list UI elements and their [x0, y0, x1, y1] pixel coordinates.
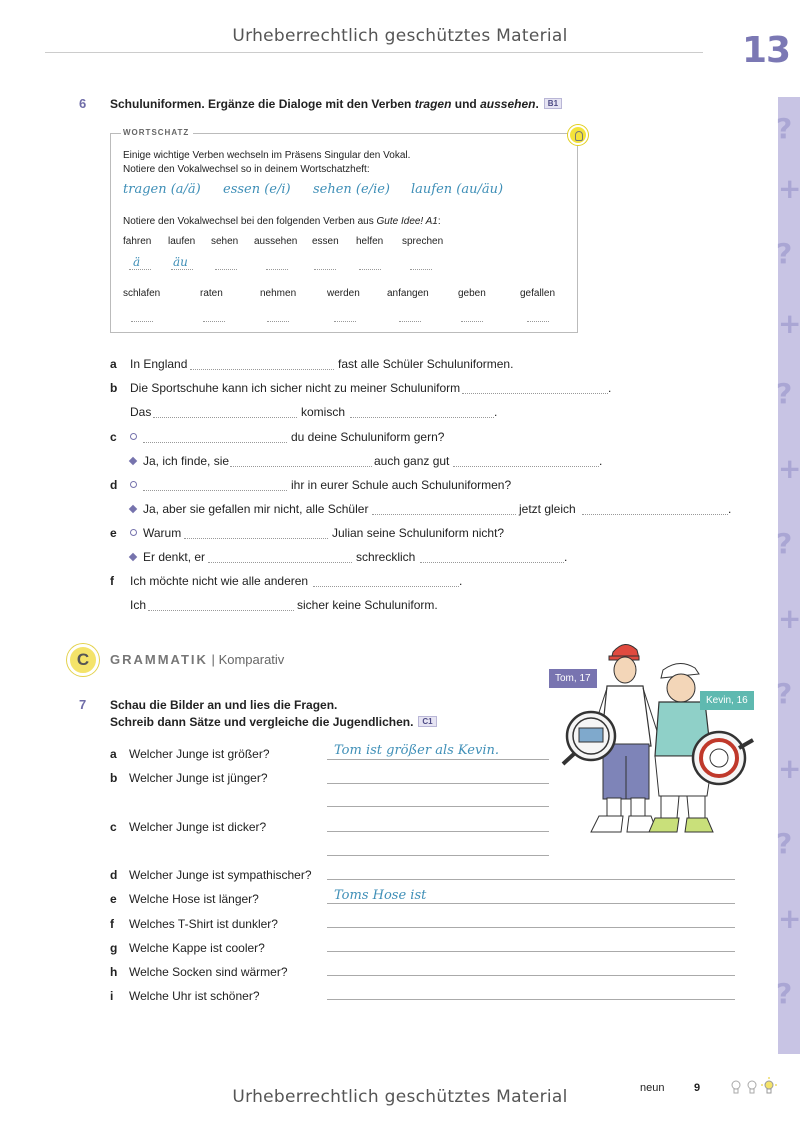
instruction-text: Schreib dann Sätze und vergleiche die Jugendlichen. — [110, 715, 414, 729]
q-letter-d: d — [110, 868, 118, 882]
answer-line-g[interactable] — [327, 951, 735, 952]
q-text-a: Welcher Junge ist größer? — [129, 747, 270, 761]
question-mark-icon: ? — [776, 112, 793, 145]
vocab-line-2: Notiere den Vokalwechsel so in deinem Wortschatzheft: — [123, 164, 370, 175]
answer-line-c-1[interactable] — [327, 831, 549, 832]
verb-werden: werden — [327, 288, 360, 299]
blank-essen[interactable] — [314, 269, 336, 270]
q-letter-h: h — [110, 965, 118, 979]
q-text-b: Welcher Junge ist jünger? — [129, 771, 268, 785]
book-title: Gute Idee! A1 — [376, 216, 438, 227]
verb-tragen: tragen — [414, 97, 452, 111]
verb-sehen: sehen — [211, 236, 239, 247]
item-b-text-4: komisch — [301, 405, 346, 419]
verb-raten: raten — [200, 288, 223, 299]
q-letter-f: f — [110, 917, 114, 931]
answer-line-b-1[interactable] — [327, 783, 549, 784]
blank-nehmen[interactable] — [267, 321, 289, 322]
plus-icon: + — [778, 307, 801, 340]
question-mark-icon: ? — [776, 377, 793, 410]
question-mark-icon: ? — [776, 827, 793, 860]
level-badge: C1 — [418, 716, 436, 727]
answer-line-e[interactable] — [327, 903, 735, 904]
speaker-diamond-icon — [129, 457, 137, 465]
speaker-diamond-icon — [129, 553, 137, 561]
item-letter-b: b — [110, 381, 118, 395]
dialog-circle-c — [130, 430, 141, 444]
item-d-text-1: ihr in eurer Schule auch Schuluniformen? — [291, 478, 512, 492]
dialog-diamond-d — [130, 502, 141, 516]
answer-line-h[interactable] — [327, 975, 735, 976]
speaker-circle-icon — [130, 529, 137, 536]
boys-illustration — [555, 636, 760, 844]
plus-icon: + — [778, 172, 801, 205]
answer-line-b-2[interactable] — [327, 806, 549, 807]
blank-sehen[interactable] — [215, 269, 237, 270]
blank-schlafen[interactable] — [131, 321, 153, 322]
title-text: Schuluniformen. Ergänze die Dialoge mit den Verben — [110, 97, 415, 111]
blank-c-1[interactable] — [143, 442, 287, 443]
dialog-diamond-c — [130, 454, 141, 468]
verb-aussehen: aussehen — [254, 236, 298, 247]
item-b-text-2: . — [608, 381, 612, 395]
item-d-text-4: . — [728, 502, 732, 516]
blank-a-1[interactable] — [190, 369, 334, 370]
blank-werden[interactable] — [334, 321, 356, 322]
blank-gefallen[interactable] — [527, 321, 549, 322]
answer-line-i[interactable] — [327, 999, 735, 1000]
q-answer-e: Toms Hose ist — [334, 888, 427, 903]
vocab-line-1: Einige wichtige Verben wechseln im Präsens Singular den Vokal. — [123, 150, 411, 161]
speaker-diamond-icon — [129, 505, 137, 513]
vocab-example-3: sehen (e/ie) — [313, 182, 391, 197]
answer-fahren: ä — [133, 255, 141, 269]
blank-b-2[interactable] — [153, 417, 297, 418]
section-heading — [110, 652, 284, 667]
item-b-text-5: . — [494, 405, 498, 419]
q-letter-g: g — [110, 941, 118, 955]
blank-c-2[interactable] — [230, 466, 372, 467]
verb-aussehen: aussehen — [480, 97, 536, 111]
item-b-text-1: Die Sportschuhe kann ich sicher nicht zu meiner Schuluniform — [130, 381, 461, 395]
item-d-text-3: jetzt gleich — [519, 502, 576, 516]
section-divider: | — [211, 652, 215, 667]
vocab-text: : — [437, 216, 441, 227]
dialog-circle-d — [130, 478, 141, 492]
plus-icon: + — [778, 602, 801, 635]
verb-helfen: helfen — [356, 236, 384, 247]
blank-b-1[interactable] — [462, 393, 608, 394]
item-e-text-2: Julian seine Schuluniform nicht? — [332, 526, 505, 540]
verb-anfangen: anfangen — [387, 288, 429, 299]
exercise-7-line-2 — [110, 715, 437, 729]
answer-laufen: äu — [173, 255, 188, 269]
item-c-text-2: Ja, ich finde, sie — [143, 454, 230, 468]
watermark-top: Urheberrechtlich geschütztes Material — [232, 26, 568, 46]
blank-e-2[interactable] — [208, 562, 352, 563]
answer-line-f[interactable] — [327, 927, 735, 928]
blank-d-1[interactable] — [143, 490, 287, 491]
item-a-text-1: In England — [130, 357, 188, 371]
item-a-text-2: fast alle Schüler Schuluniformen. — [338, 357, 514, 371]
blank-geben[interactable] — [461, 321, 483, 322]
vocabulary-heading: WORTSCHATZ — [121, 128, 193, 137]
verb-essen: essen — [312, 236, 339, 247]
vocab-line-3 — [123, 216, 441, 227]
lightbulb-icon — [748, 1081, 756, 1093]
q-text-i: Welche Uhr ist schöner? — [129, 989, 260, 1003]
item-f-text-2: . — [459, 574, 463, 588]
dialog-diamond-e — [130, 550, 141, 564]
kevin-figure — [649, 663, 753, 832]
answer-line-d[interactable] — [327, 879, 735, 880]
q-text-c: Welcher Junge ist dicker? — [129, 820, 267, 834]
exercise-6-title — [110, 97, 562, 111]
plus-icon: + — [778, 452, 801, 485]
page-number: 9 — [694, 1082, 701, 1094]
exercise-7-number: 7 — [79, 697, 87, 712]
vocab-text: Notiere den Vokalwechsel bei den folgenden Verben aus — [123, 216, 377, 227]
section-title: GRAMMATIK — [110, 652, 208, 667]
blank-c-3[interactable] — [453, 466, 599, 467]
title-text: . — [535, 97, 539, 111]
item-b-text-3: Das — [130, 405, 152, 419]
blank-aussehen[interactable] — [266, 269, 288, 270]
item-c-text-3: auch ganz gut — [374, 454, 450, 468]
item-letter-a: a — [110, 357, 117, 371]
blank-f-2[interactable] — [148, 610, 294, 611]
decorative-sidebar — [778, 97, 800, 1054]
question-mark-icon: ? — [776, 237, 793, 270]
speaker-circle-icon — [130, 481, 137, 488]
vocab-example-4: laufen (au/äu) — [411, 182, 504, 197]
item-e-text-3: Er denkt, er — [143, 550, 206, 564]
item-c-text-1: du deine Schuluniform gern? — [291, 430, 445, 444]
item-f-text-4: sicher keine Schuluniform. — [297, 598, 438, 612]
answer-line-c-2[interactable] — [327, 855, 549, 856]
header-rule — [45, 52, 703, 53]
question-mark-icon: ? — [776, 677, 793, 710]
section-badge: C — [67, 644, 99, 676]
item-letter-e: e — [110, 526, 117, 540]
item-c-text-4: . — [599, 454, 603, 468]
blank-d-3[interactable] — [582, 514, 728, 515]
blank-raten[interactable] — [203, 321, 225, 322]
q-text-d: Welcher Junge ist sympathischer? — [129, 868, 312, 882]
lightbulb-lit-icon — [761, 1077, 777, 1093]
plus-icon: + — [778, 902, 801, 935]
question-mark-icon: ? — [776, 527, 793, 560]
level-badge: B1 — [544, 98, 562, 109]
vocabulary-box — [110, 128, 578, 333]
question-mark-icon: ? — [776, 977, 793, 1010]
verb-schlafen: schlafen — [123, 288, 161, 299]
page-number-word: neun — [640, 1082, 665, 1094]
blank-d-2[interactable] — [372, 514, 516, 515]
verb-sprechen: sprechen — [402, 236, 444, 247]
verb-nehmen: nehmen — [260, 288, 297, 299]
q-letter-b: b — [110, 771, 118, 785]
section-subtitle: Komparativ — [218, 652, 285, 667]
blank-fahren[interactable] — [129, 269, 151, 270]
verb-laufen: laufen — [168, 236, 196, 247]
item-f-text-1: Ich möchte nicht wie alle anderen — [130, 574, 309, 588]
lightbulb-icon — [732, 1081, 740, 1093]
blank-f-1[interactable] — [313, 586, 459, 587]
blank-helfen[interactable] — [359, 269, 381, 270]
answer-line-a[interactable] — [327, 759, 549, 760]
verb-gefallen: gefallen — [520, 288, 556, 299]
q-text-e: Welche Hose ist länger? — [129, 892, 259, 906]
item-f-text-3: Ich — [130, 598, 147, 612]
verb-geben: geben — [458, 288, 486, 299]
exercise-6-number: 6 — [79, 96, 87, 111]
q-letter-e: e — [110, 892, 117, 906]
item-d-text-2: Ja, aber sie gefallen mir nicht, alle Schüler — [143, 502, 369, 516]
chapter-number: 13 — [742, 30, 791, 71]
speaker-circle-icon — [130, 433, 137, 440]
verb-fahren: fahren — [123, 236, 152, 247]
lightbulb-icon — [568, 125, 588, 145]
q-letter-a: a — [110, 747, 117, 761]
q-text-h: Welche Socken sind wärmer? — [129, 965, 288, 979]
item-e-text-4: schrecklich — [356, 550, 416, 564]
tag-tom: Tom, 17 — [549, 669, 597, 688]
blank-laufen[interactable] — [171, 269, 193, 270]
title-text: und — [451, 97, 481, 111]
item-letter-c: c — [110, 430, 117, 444]
item-e-text-5: . — [564, 550, 568, 564]
item-letter-d: d — [110, 478, 118, 492]
blank-b-3[interactable] — [350, 417, 494, 418]
dialog-circle-e — [130, 526, 141, 540]
vocab-example-2: essen (e/i) — [223, 182, 291, 197]
item-e-text-1: Warum — [143, 526, 182, 540]
plus-icon: + — [778, 752, 801, 785]
tag-kevin: Kevin, 16 — [700, 691, 754, 710]
blank-anfangen[interactable] — [399, 321, 421, 322]
item-letter-f: f — [110, 574, 114, 588]
difficulty-bulbs — [730, 1079, 778, 1095]
blank-sprechen[interactable] — [410, 269, 432, 270]
q-text-g: Welche Kappe ist cooler? — [129, 941, 265, 955]
q-text-f: Welches T-Shirt ist dunkler? — [129, 917, 278, 931]
vocab-example-1: tragen (a/ä) — [123, 182, 201, 197]
blank-e-3[interactable] — [420, 562, 564, 563]
blank-e-1[interactable] — [184, 538, 328, 539]
q-letter-c: c — [110, 820, 117, 834]
exercise-7-line-1: Schau die Bilder an und lies die Fragen. — [110, 698, 338, 712]
watermark-bottom: Urheberrechtlich geschütztes Material — [232, 1087, 568, 1107]
q-answer-a: Tom ist größer als Kevin. — [334, 743, 499, 758]
q-letter-i: i — [110, 989, 114, 1003]
